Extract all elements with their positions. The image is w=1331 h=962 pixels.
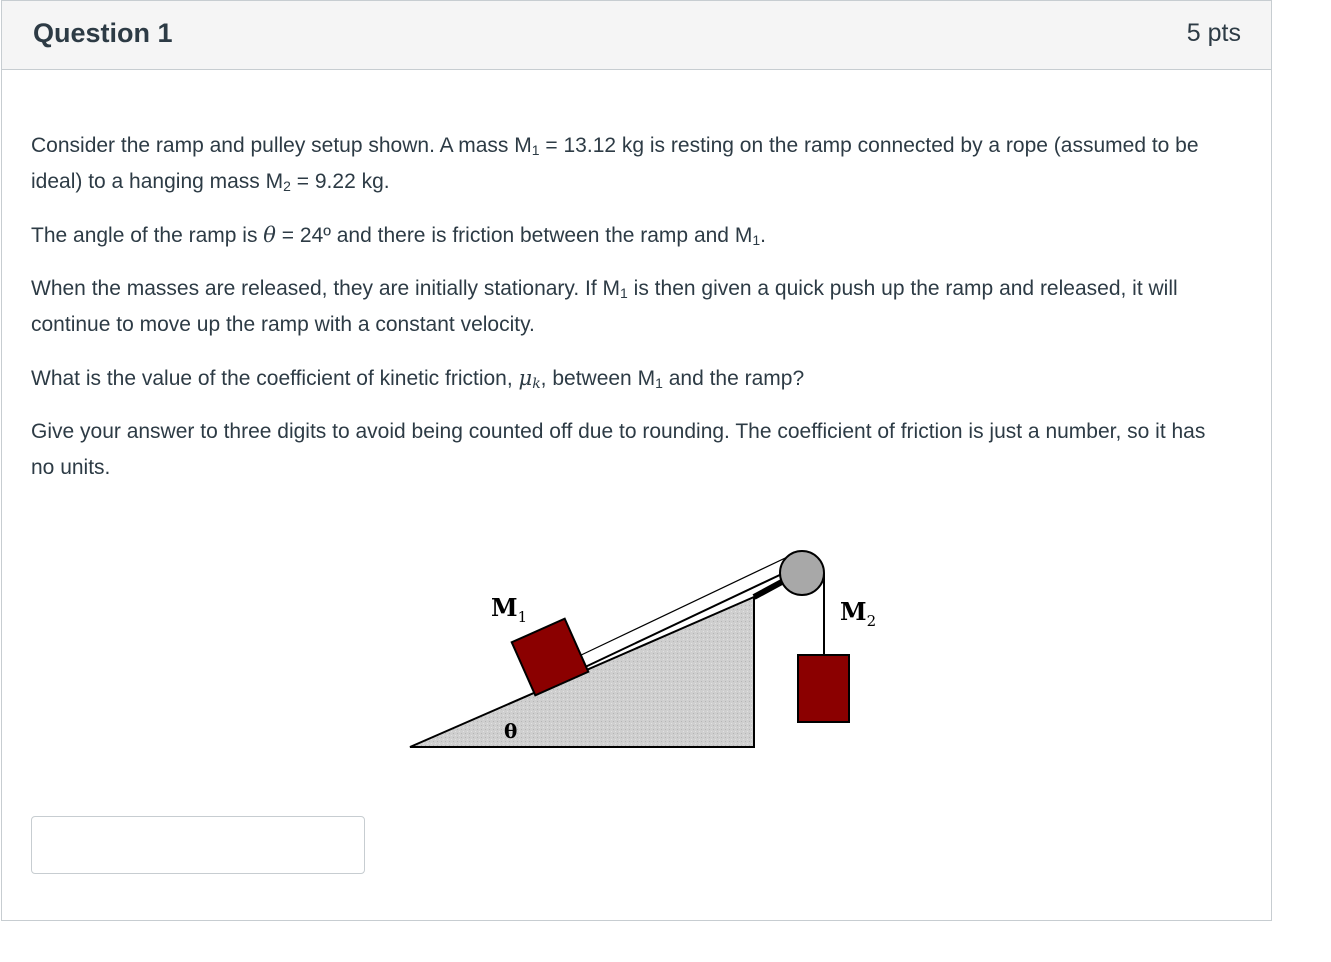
label-m2: $M_2$ <box>840 597 877 630</box>
paragraph-question: What is the value of the coefficient of kinetic friction, $\mu_k$, between $M_1$ and the ramp? <box>31 366 805 392</box>
answer-input[interactable] <box>31 816 365 874</box>
pulley <box>780 551 824 595</box>
question-points: 5 pts <box>1186 19 1241 47</box>
ramp-pulley-diagram <box>405 545 895 755</box>
question-text <box>31 128 1221 503</box>
label-theta: θ <box>504 719 518 743</box>
question-header <box>2 1 1271 70</box>
paragraph-setup: Consider the ramp and pulley setup shown. A mass $M_1 = 13.12$ kg is resting on the ramp connected by a rope (assumed to be ideal) to a hanging mass $M_2 = 9.22$ kg. <box>31 134 1199 194</box>
label-m1: $M_1$ <box>491 593 528 626</box>
question-title: Question 1 <box>33 18 173 48</box>
mass-m2 <box>798 655 849 722</box>
paragraph-instructions: Give your answer to three digits to avoid being counted off due to rounding. The coefficient of friction is just a number, so it has no units. <box>31 420 1206 479</box>
paragraph-release: When the masses are released, they are initially stationary. If $M_1$ is then given a quick push up the ramp and released, it will continue to move up the ramp with a constant velocity. <box>31 277 1178 336</box>
paragraph-angle: The angle of the ramp is θ = 24º and there is friction between the ramp and $M_1$. <box>31 223 766 248</box>
